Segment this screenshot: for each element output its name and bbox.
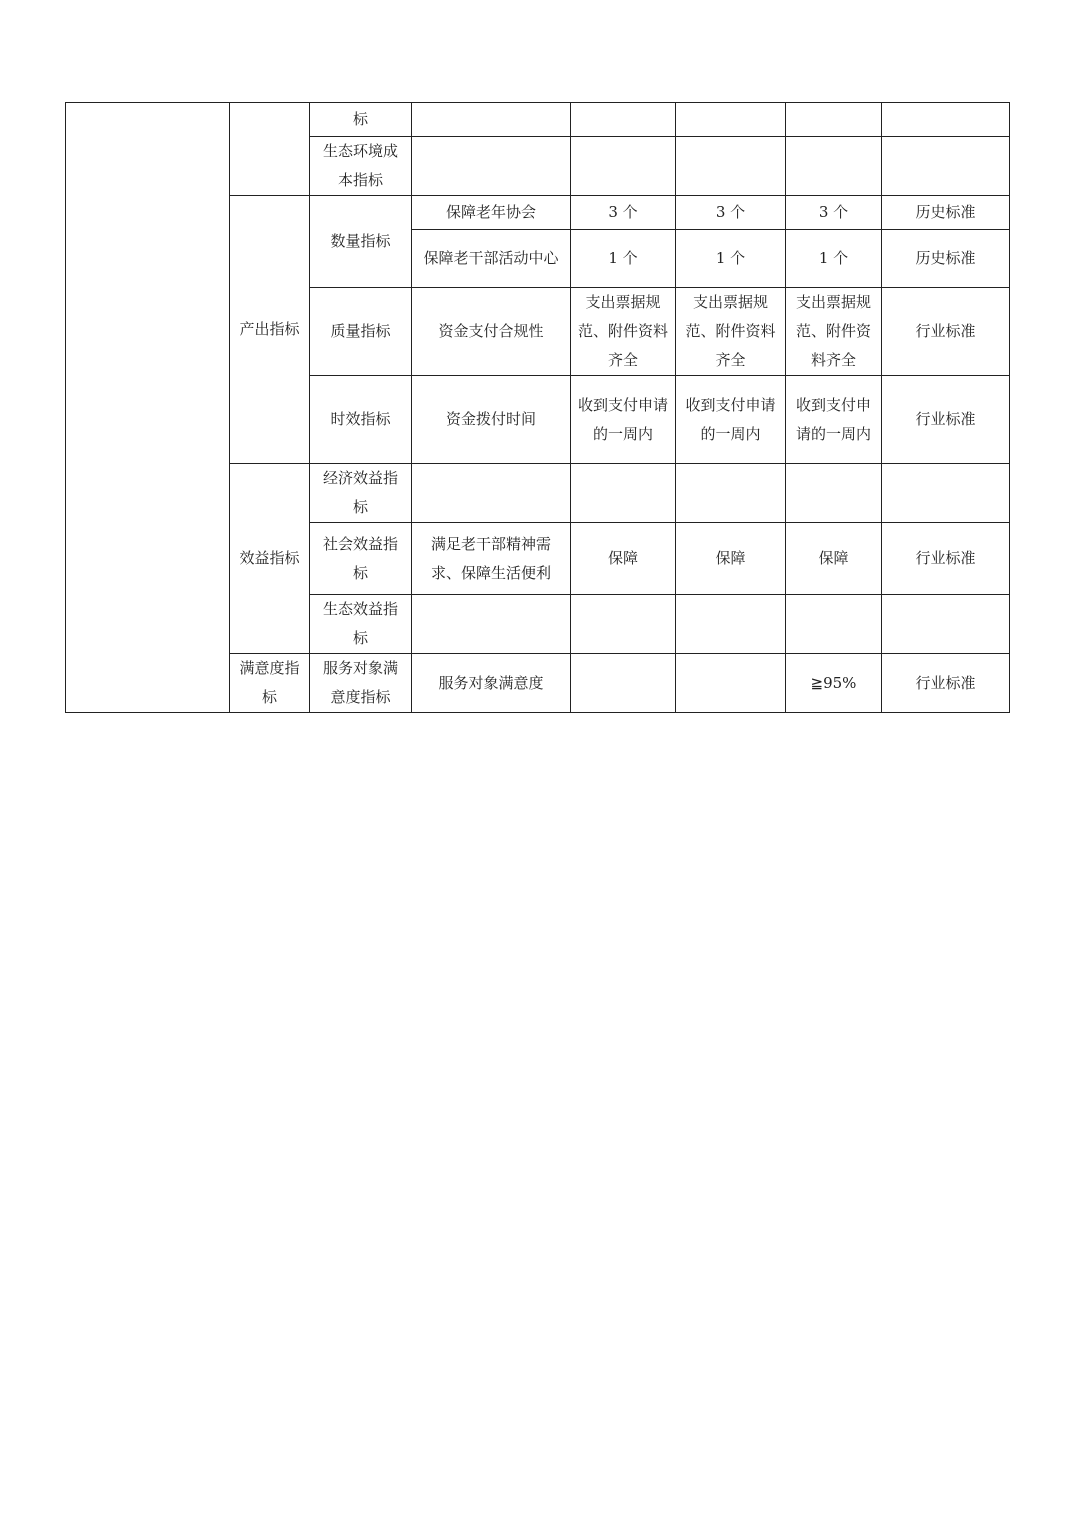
table-row	[66, 103, 1010, 137]
cell-satisfaction-indicator: 服务对象满意度指标	[310, 654, 412, 713]
cell-value-2: 支出票据规范、附件资料齐全	[676, 288, 786, 376]
cell-value-3: 收到支付申请的一周内	[786, 376, 882, 464]
cell-standard: 行业标准	[882, 376, 1010, 464]
cell-value-2	[676, 654, 786, 713]
cell-timeliness-indicator: 时效指标	[310, 376, 412, 464]
cell-value-3: 支出票据规范、附件资料齐全	[786, 288, 882, 376]
cell-value-1: 支出票据规范、附件资料齐全	[571, 288, 676, 376]
cell-value-3: 3 个	[786, 196, 882, 230]
cell-output-indicator: 产出指标	[230, 196, 310, 464]
cell-value-2: 收到支付申请的一周内	[676, 376, 786, 464]
performance-indicator-table	[65, 102, 1010, 713]
cell-satisfaction-group: 满意度指标	[230, 654, 310, 713]
cell-item: 满足老干部精神需求、保障生活便利	[412, 523, 571, 595]
cell-value-1	[571, 654, 676, 713]
cell-value-1: 1 个	[571, 230, 676, 288]
cell-item: 保障老干部活动中心	[412, 230, 571, 288]
cell-value-1: 保障	[571, 523, 676, 595]
blank-left-cell	[66, 103, 230, 713]
cell-quality-indicator: 质量指标	[310, 288, 412, 376]
cell-eco-cost-indicator: 生态环境成本指标	[310, 137, 412, 196]
cell-quantity-indicator: 数量指标	[310, 196, 412, 288]
cell-value-3: 保障	[786, 523, 882, 595]
cell-value-2: 3 个	[676, 196, 786, 230]
cell-eco-benefit-indicator: 生态效益指标	[310, 595, 412, 654]
cell-value-1: 3 个	[571, 196, 676, 230]
cell-value-3: 1 个	[786, 230, 882, 288]
cell-value-2: 1 个	[676, 230, 786, 288]
cell-standard: 行业标准	[882, 523, 1010, 595]
cell-indicator-continuation: 标	[310, 103, 412, 137]
cell-value-3: ≧95%	[786, 654, 882, 713]
cell-standard: 行业标准	[882, 654, 1010, 713]
cell-item: 保障老年协会	[412, 196, 571, 230]
cell-item: 资金支付合规性	[412, 288, 571, 376]
cell-benefit-indicator: 效益指标	[230, 464, 310, 654]
blank-group-cell	[230, 103, 310, 196]
cell-standard: 历史标准	[882, 196, 1010, 230]
cell-standard: 行业标准	[882, 288, 1010, 376]
cell-item: 资金拨付时间	[412, 376, 571, 464]
cell-value-1: 收到支付申请的一周内	[571, 376, 676, 464]
cell-economic-indicator: 经济效益指标	[310, 464, 412, 523]
cell-social-indicator: 社会效益指标	[310, 523, 412, 595]
cell-value-2: 保障	[676, 523, 786, 595]
cell-item: 服务对象满意度	[412, 654, 571, 713]
cell-standard: 历史标准	[882, 230, 1010, 288]
